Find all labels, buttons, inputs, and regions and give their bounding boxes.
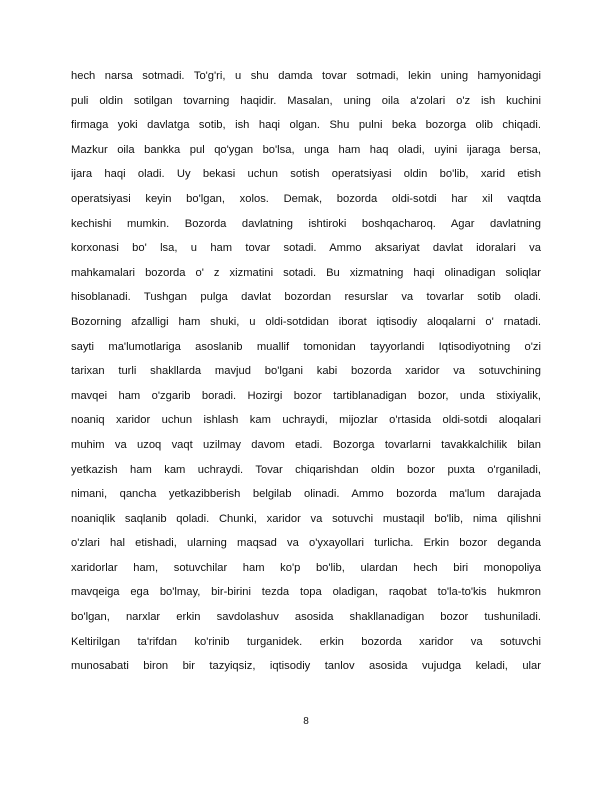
text-line: firmaga yoki davlatga sotib, ish haqi olgan. Shu pulni beka bozorga olib chiqadi.	[71, 119, 541, 132]
text-line: xaridorlar ham, sotuvchilar ham ko'p bo'lib, ulardan hech biri monopoliya	[71, 561, 541, 574]
text-line: hech narsa sotmadi. To'g'ri, u shu damda tovar sotmadi, lekin uning hamyonidagi	[71, 70, 541, 82]
text-line: korxonasi bo' lsa, u ham tovar sotadi. Ammo aksariyat davlat idoralari va	[71, 242, 541, 255]
text-line: puli oldin sotilgan tovarning haqidir. Masalan, uning oila a'zolari o'z ish kuchini	[71, 94, 541, 107]
text-line: bo'lgan, narxlar erkin savdolashuv asosida shakllanadigan bozor tushuniladi.	[71, 611, 541, 624]
text-line: kechishi mumkin. Bozorda davlatning ishtiroki boshqacharoq. Agar davlatning	[71, 217, 541, 230]
text-line: sayti ma'lumotlariga asoslanib muallif tomonidan tayyorlandi Iqtisodiyotning o'zi	[71, 340, 541, 353]
text-line: mavqeiga ega bo'lmay, bir-birini tezda topa oladigan, raqobat to'la-to'kis hukmron	[71, 586, 541, 599]
text-line: nimani, qancha yetkazibberish belgilab olinadi. Ammo bozorda ma'lum darajada	[71, 488, 541, 501]
text-line: ijara haqi oladi. Uy bekasi uchun sotish operatsiyasi oldin bo'lib, xarid etish	[71, 168, 541, 181]
text-line: munosabati biron bir tazyiqsiz, iqtisodiy tanlov asosida vujudga keladi, ular	[71, 660, 541, 673]
text-line: operatsiyasi keyin bo'lgan, xolos. Demak, bozorda oldi-sotdi har xil vaqtda	[71, 192, 541, 205]
text-line: mahkamalari bozorda o' z xizmatini sotadi. Bu xizmatning haqi olinadigan soliqlar	[71, 266, 541, 279]
text-line: hisoblanadi. Tushgan pulga davlat bozordan resurslar va tovarlar sotib oladi.	[71, 291, 541, 304]
text-line: noaniqlik saqlanib qoladi. Chunki, xaridor va sotuvchi mustaqil bo'lib, nima qilishni	[71, 512, 541, 525]
text-line: yetkazish ham kam uchraydi. Tovar chiqarishdan oldin bozor puxta o'rganiladi,	[71, 463, 541, 476]
text-line: Bozorning afzalligi ham shuki, u oldi-sotdidan iborat iqtisodiy aloqalarni o' rnatadi.	[71, 315, 541, 328]
page-number: 8	[303, 716, 309, 727]
text-line: o'zlari hal etishadi, ularning maqsad va o'yxayollari turlicha. Erkin bozor deganda	[71, 537, 541, 550]
text-line: Mazkur oila bankka pul qo'ygan bo'lsa, unga ham haq oladi, uyini ijaraga bersa,	[71, 143, 541, 156]
text-line: muhim va uzoq vaqt uzilmay davom etadi. Bozorga tovarlarni tavakkalchilik bilan	[71, 438, 541, 451]
text-line: mavqei ham o'zgarib boradi. Hozirgi bozor tartiblanadigan bozor, unda stixiyalik,	[71, 389, 541, 402]
text-line: tarixan turli shakllarda mavjud bo'lgani kabi bozorda xaridor va sotuvchining	[71, 365, 541, 378]
text-line: noaniq xaridor uchun ishlash kam uchraydi, mijozlar o'rtasida oldi-sotdi aloqalari	[71, 414, 541, 427]
text-line: Keltirilgan ta'rifdan ko'rinib turganidek. erkin bozorda xaridor va sotuvchi	[71, 635, 541, 648]
body-text	[71, 64, 541, 679]
